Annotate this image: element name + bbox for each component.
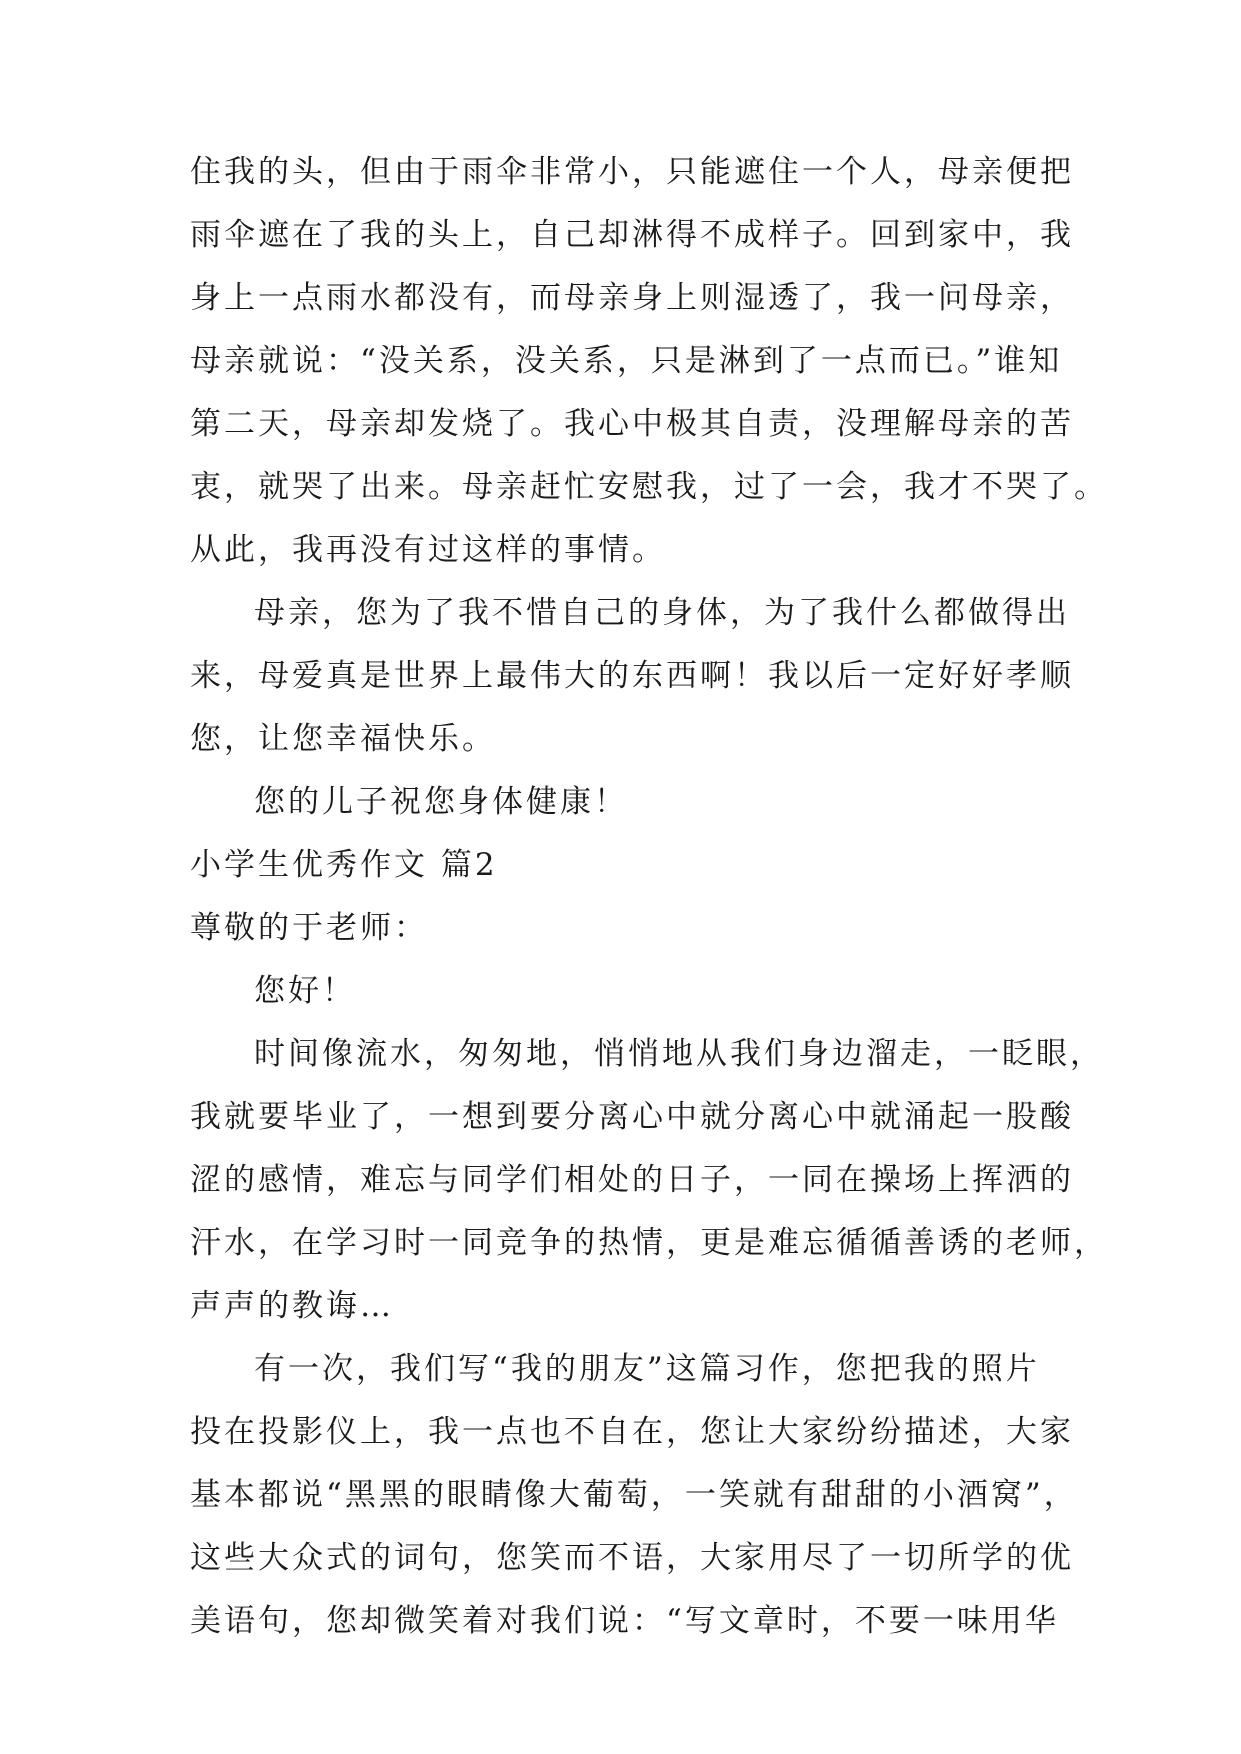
text-line: 身上一点雨水都没有，而母亲身上则湿透了，我一问母亲， bbox=[190, 280, 1074, 316]
paragraph-first-line: 时间像流水，匆匆地，悄悄地从我们身边溜走，一眨眼， bbox=[254, 1036, 1104, 1072]
text-line: 涩的感情，难忘与同学们相处的日子，一同在操场上挥洒的 bbox=[190, 1162, 1074, 1198]
text-line: 第二天，母亲却发烧了。我心中极其自责，没理解母亲的苦 bbox=[190, 406, 1074, 442]
text-line: 从此，我再没有过这样的事情。 bbox=[190, 532, 666, 568]
text-line: 美语句，您却微笑着对我们说：“写文章时，不要一味用华 bbox=[190, 1603, 1059, 1639]
text-line: 汗水，在学习时一同竞争的热情，更是难忘循循善诱的老师， bbox=[190, 1225, 1108, 1261]
text-line: 投在投影仪上，我一点也不自在，您让大家纷纷描述，大家 bbox=[190, 1414, 1074, 1450]
text-line: 雨伞遮在了我的头上，自己却淋得不成样子。回到家中，我 bbox=[190, 217, 1074, 253]
text-line: 这些大众式的词句，您笑而不语，大家用尽了一切所学的优 bbox=[190, 1540, 1074, 1576]
text-line: 住我的头，但由于雨伞非常小，只能遮住一个人，母亲便把 bbox=[190, 154, 1074, 190]
text-line: 基本都说“黑黑的眼睛像大葡萄，一笑就有甜甜的小酒窝”， bbox=[190, 1477, 1078, 1513]
salutation: 尊敬的于老师： bbox=[190, 910, 428, 946]
section-heading: 小学生优秀作文 篇2 bbox=[190, 847, 498, 883]
text-line: 母亲就说：“没关系，没关系，只是淋到了一点而已。”谁知 bbox=[190, 343, 1063, 379]
signature-line: 您的儿子祝您身体健康！ bbox=[254, 784, 628, 820]
text-line: 您，让您幸福快乐。 bbox=[190, 721, 496, 757]
text-line: 声声的教诲… bbox=[190, 1288, 394, 1324]
text-line: 来，母爱真是世界上最伟大的东西啊！我以后一定好好孝顺 bbox=[190, 658, 1074, 694]
greeting: 您好！ bbox=[254, 973, 356, 1009]
paragraph-first-line: 母亲，您为了我不惜自己的身体，为了我什么都做得出 bbox=[254, 595, 1070, 631]
text-line: 我就要毕业了，一想到要分离心中就分离心中就涌起一股酸 bbox=[190, 1099, 1074, 1135]
paragraph-first-line: 有一次，我们写“我的朋友”这篇习作，您把我的照片 bbox=[254, 1351, 1040, 1387]
text-line: 衷，就哭了出来。母亲赶忙安慰我，过了一会，我才不哭了。 bbox=[190, 469, 1108, 505]
